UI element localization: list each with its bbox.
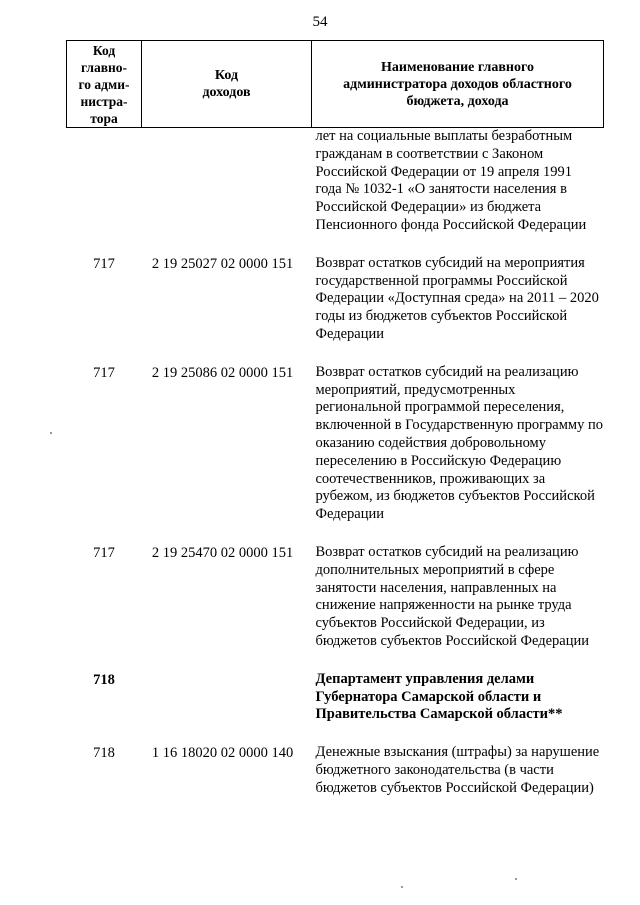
table-row <box>67 744 604 797</box>
row-spacer-cell <box>67 724 604 744</box>
revenue-name-cell: Денежные взыскания (штрафы) за нарушение бюджетного законодательства (в части бюджетов субъектов Российской Федерации) <box>315 744 600 796</box>
row-spacer <box>67 651 604 671</box>
revenue-code-cell: 2 19 25027 02 0000 151 <box>151 255 294 272</box>
scan-speck <box>515 878 517 880</box>
continuation-code-cell <box>142 128 312 235</box>
table-row-continuation <box>67 128 604 235</box>
row-spacer <box>67 724 604 744</box>
table-row <box>67 255 604 344</box>
scan-speck <box>50 432 52 434</box>
admin-code-cell: 717 <box>93 544 115 561</box>
row-spacer-cell <box>67 344 604 364</box>
admin-code-cell: 717 <box>93 364 115 381</box>
row-spacer-cell <box>67 524 604 544</box>
row-spacer-cell <box>67 235 604 255</box>
table-row <box>67 364 604 524</box>
revenue-name-cell: Возврат остатков субсидий на мероприятия государственной программы Российской Федерации «Доступная среда» на 2011 – 2020 годы из бюджетов субъектов Российской Федерации <box>315 254 599 342</box>
table-row <box>67 544 604 651</box>
revenue-code-cell: 1 16 18020 02 0000 140 <box>151 745 294 762</box>
page-number: 54 <box>312 14 328 30</box>
revenue-code-cell: 2 19 25086 02 0000 151 <box>151 364 294 381</box>
revenue-name-cell: Возврат остатков субсидий на реализацию мероприятий, предусмотренных региональной программой переселения, включенной в Государственную программу по оказанию содействия добровольному переселению в Российскую Федерацию соотечественников, проживающих за рубежом, из бюджетов субъектов Российской Федерации <box>315 363 603 523</box>
header-name: Наименование главного администратора доходов областного бюджета, дохода <box>312 41 604 128</box>
revenue-code-cell: 2 19 25470 02 0000 151 <box>151 544 294 561</box>
table-header-row <box>67 41 604 128</box>
header-revenue-code: Код доходов <box>142 41 312 128</box>
continuation-text: лет на социальные выплаты безработным гражданам в соответствии с Законом Российской Федерации от 19 апреля 1991 года № 1032-1 «О занятости населения в Российской Федерации» из бюджета Пенсионного фонда Российской Федерации <box>315 128 587 233</box>
row-spacer <box>67 344 604 364</box>
admin-code-cell: 717 <box>93 255 115 272</box>
admin-code-cell: 718 <box>93 671 115 688</box>
revenue-code-cell <box>142 671 312 724</box>
revenue-code-table <box>66 40 604 798</box>
admin-code-cell: 718 <box>93 745 115 762</box>
table-row-department <box>67 671 604 724</box>
header-admin-code: Код главно- го адми- нистра- тора <box>67 41 142 128</box>
revenue-name-cell: Департамент управления делами Губернатора Самарской области и Правительства Самарской области** <box>315 670 563 723</box>
row-spacer-cell <box>67 651 604 671</box>
row-spacer <box>67 524 604 544</box>
scan-speck <box>401 886 403 888</box>
row-spacer <box>67 235 604 255</box>
continuation-admin-cell <box>67 128 142 235</box>
revenue-name-cell: Возврат остатков субсидий на реализацию дополнительных мероприятий в сфере занятости населения, направленных на снижение напряженности на рынке труда субъектов Российской Федерации, из бюджетов субъектов Российской Федерации <box>315 543 590 649</box>
